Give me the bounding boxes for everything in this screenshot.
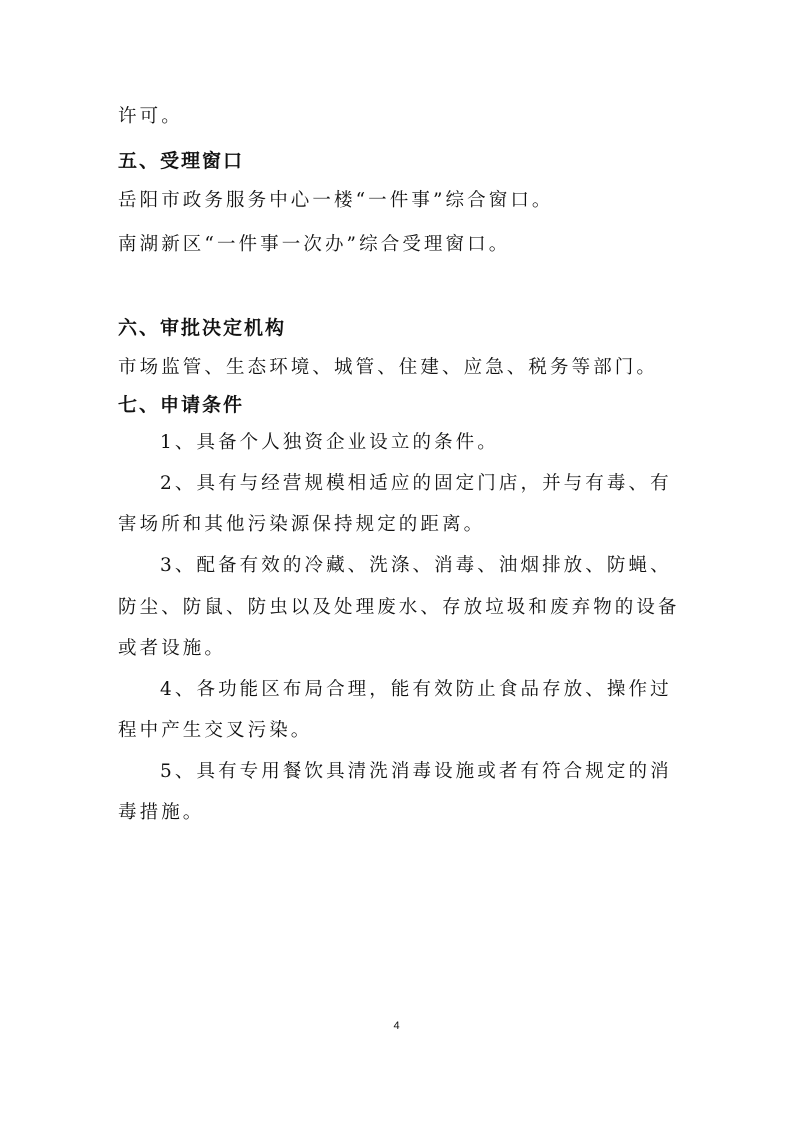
continuation-text: 许可。 <box>118 106 183 127</box>
condition-2-line-2: 害场所和其他污染源保持规定的距离。 <box>118 514 486 535</box>
section-6-heading: 六、审批决定机构 <box>118 317 287 339</box>
section-5-line-1: 岳阳市政务服务中心一楼“一件事”综合窗口。 <box>118 190 554 211</box>
section-5-heading: 五、受理窗口 <box>118 150 245 172</box>
condition-1-line-1: 1、具备个人独资企业设立的条件。 <box>160 432 499 453</box>
section-7-heading: 七、申请条件 <box>118 394 245 416</box>
condition-3-line-1: 3、配备有效的冷藏、洗涤、消毒、油烟排放、防蝇、 <box>160 555 672 576</box>
condition-4-line-2: 程中产生交叉污染。 <box>118 720 313 741</box>
condition-2-line-1: 2、具有与经营规模相适应的固定门店，并与有毒、有 <box>160 473 672 494</box>
section-5-line-2: 南湖新区“一件事一次办”综合受理窗口。 <box>118 234 511 255</box>
section-6-line-1: 市场监管、生态环境、城管、住建、应急、税务等部门。 <box>118 357 659 378</box>
condition-4-line-1: 4、各功能区布局合理，能有效防止食品存放、操作过 <box>160 679 672 700</box>
condition-5-line-1: 5、具有专用餐饮具清洗消毒设施或者有符合规定的消 <box>160 761 672 782</box>
condition-5-line-2: 毒措施。 <box>118 802 205 823</box>
condition-3-line-3: 或者设施。 <box>118 638 227 659</box>
page-number: 4 <box>393 1020 400 1032</box>
condition-3-line-2: 防尘、防鼠、防虫以及处理废水、存放垃圾和废弃物的设备 <box>118 597 680 618</box>
